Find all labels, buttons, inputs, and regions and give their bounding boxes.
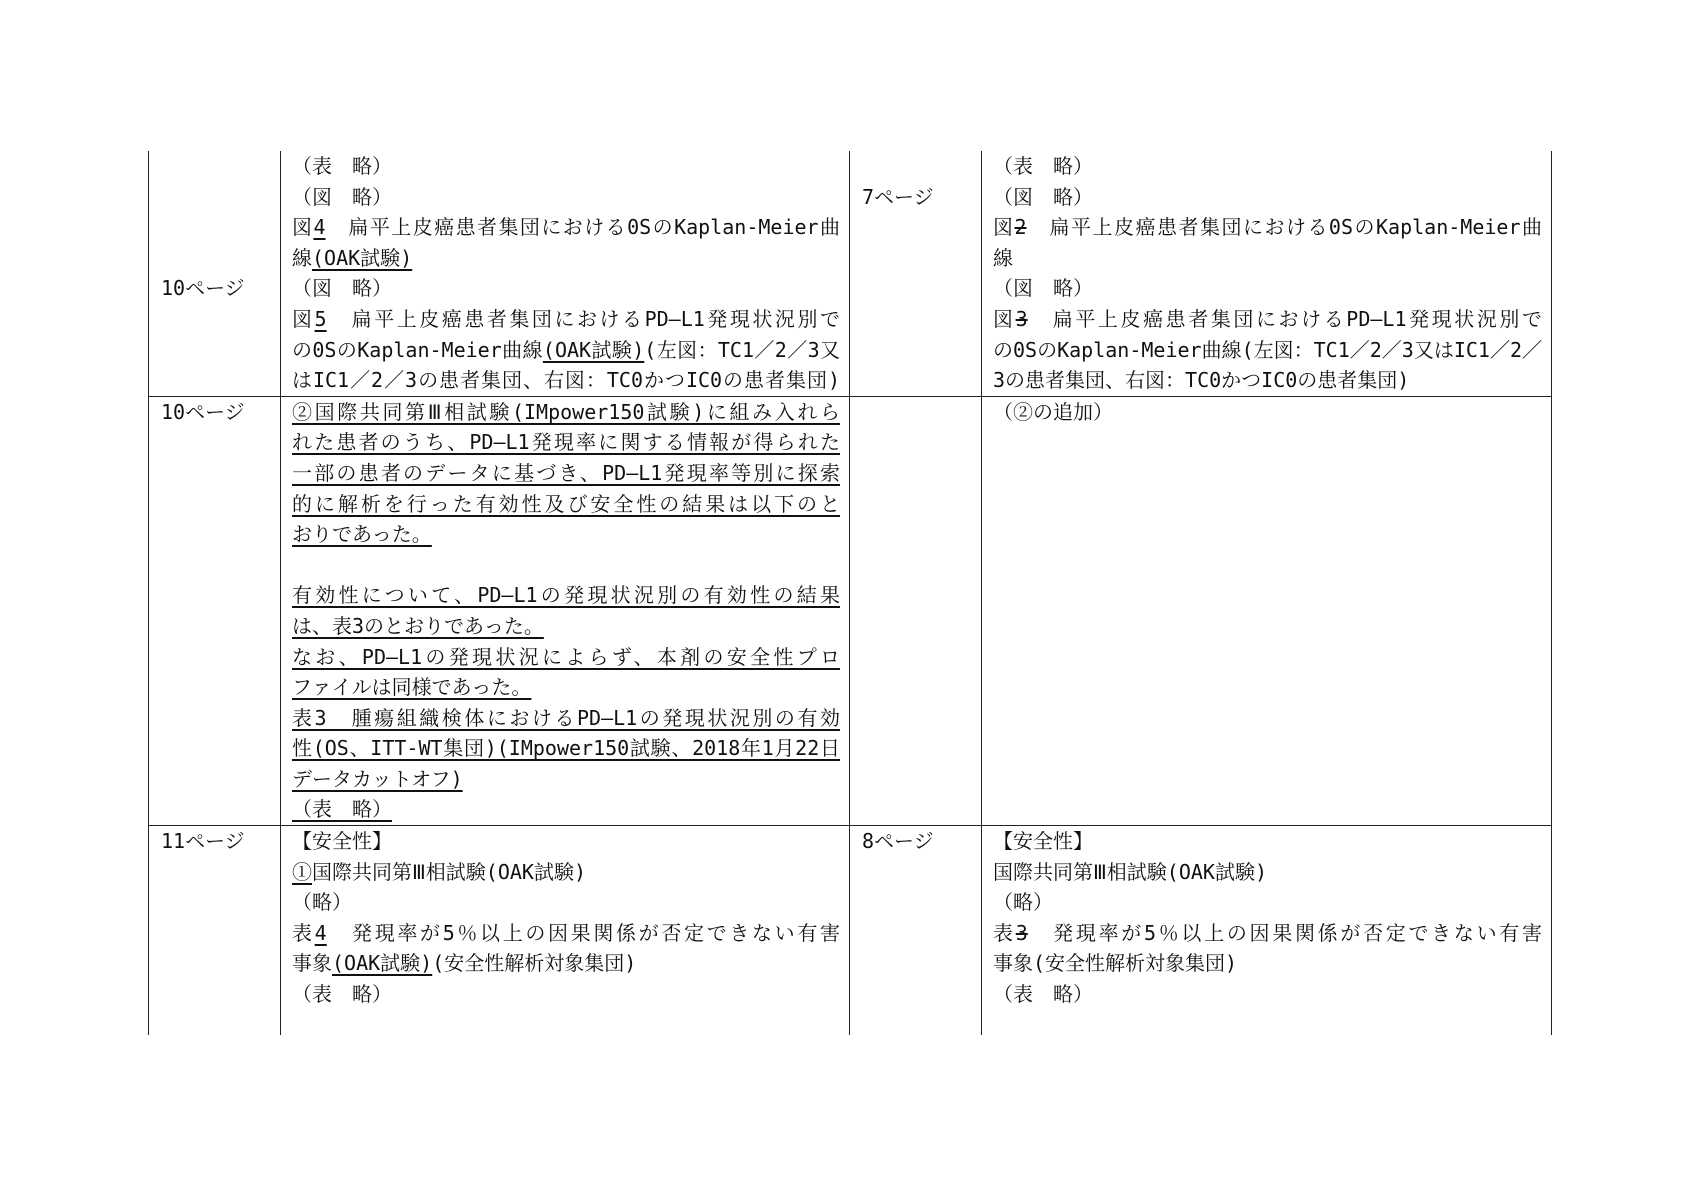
revised-text-cell (281, 826, 850, 1035)
text-line (292, 948, 840, 979)
text-segment: 国際共同第Ⅲ相試験(OAK試験) (993, 859, 1267, 884)
text-segment: （図 略） (292, 276, 392, 301)
text-line (292, 489, 840, 520)
text-segment: ファイルは同様であった。 (292, 675, 532, 700)
text-segment: (OAK試験) (332, 951, 433, 976)
text-line (993, 857, 1542, 888)
text-line (292, 182, 840, 213)
text-line (993, 365, 1542, 396)
text-segment: 4 (314, 920, 327, 945)
text-line (993, 948, 1542, 979)
text-line (292, 304, 840, 335)
spacer (161, 182, 280, 213)
text-segment: 図 (292, 215, 314, 240)
text-line (292, 918, 840, 949)
text-line (292, 672, 840, 703)
text-segment: 扁平上皮癌患者集団における0SのKaplan-Meier曲 (325, 215, 840, 240)
text-segment: 表 (292, 920, 315, 945)
table-row (149, 826, 1552, 1035)
text-segment: （図 略） (993, 184, 1093, 209)
text-segment: 事象(安全性解析対象集団) (993, 951, 1238, 976)
old-page-ref (850, 151, 982, 396)
new-page-ref (149, 826, 281, 1035)
page-number (862, 397, 981, 428)
text-segment: は、表3のとおりであった。 (292, 613, 544, 638)
text-segment: 図 (292, 306, 315, 331)
text-line (292, 703, 840, 734)
text-segment: 線 (993, 245, 1013, 270)
text-line (993, 273, 1542, 304)
text-segment: ① (292, 859, 312, 884)
text-segment: (左図：TC1／2／3又 (644, 337, 840, 362)
old-page-ref (850, 396, 982, 825)
text-line (292, 826, 840, 857)
text-segment: （②の追加） (993, 399, 1113, 424)
text-line (292, 611, 840, 642)
text-line (292, 365, 840, 396)
original-text-cell (982, 826, 1552, 1035)
text-segment: （略） (993, 890, 1053, 915)
text-segment: 3 (1015, 920, 1028, 945)
text-line (292, 580, 840, 611)
text-line (292, 335, 840, 366)
text-segment: 図 (993, 306, 1016, 331)
text-segment: 事象 (292, 951, 332, 976)
text-segment: (OAK試験) (312, 245, 413, 270)
text-segment: ②国際共同第Ⅲ相試験(IMpower150試験)に組み入れら (292, 399, 840, 424)
text-segment: 2 (1014, 215, 1027, 240)
spacer (161, 212, 280, 243)
text-line (292, 427, 840, 458)
text-segment: 扁平上皮癌患者集団における0SのKaplan-Meier曲 (1026, 215, 1542, 240)
table-body (149, 151, 1552, 1035)
text-line (993, 918, 1542, 949)
page-number: 10ページ (161, 276, 245, 301)
text-segment: 発現率が5％以上の因果関係が否定できない有害 (326, 920, 840, 945)
text-segment: 有効性について、PD—L1の発現状況別の有効性の結果 (292, 583, 840, 608)
text-segment: 扁平上皮癌患者集団におけるPD—L1発現状況別で (1027, 306, 1542, 331)
new-page-ref (149, 396, 281, 825)
text-segment: 【安全性】 (993, 829, 1093, 854)
text-segment: 3 (1015, 306, 1028, 331)
old-page-ref (850, 826, 982, 1035)
text-segment: （表 略） (993, 982, 1093, 1007)
text-segment: 的に解析を行った有効性及び安全性の結果は以下のと (292, 491, 840, 516)
spacer (862, 151, 981, 182)
text-line (292, 857, 840, 888)
text-line (993, 212, 1542, 243)
table-row (149, 396, 1552, 825)
text-segment: 国際共同第Ⅲ相試験(OAK試験) (312, 859, 586, 884)
text-segment: 線 (292, 245, 312, 270)
text-line (993, 335, 1542, 366)
original-text-cell (982, 396, 1552, 825)
text-segment: 一部の患者のデータに基づき、PD—L1発現率等別に探索 (292, 460, 840, 485)
text-line (993, 887, 1542, 918)
text-line (292, 273, 840, 304)
text-segment: (OAK試験) (542, 337, 645, 362)
text-segment: （表 略） (292, 797, 392, 822)
new-page-ref (149, 151, 281, 396)
comparison-table (148, 151, 1552, 1035)
text-line (292, 887, 840, 918)
text-line (292, 979, 840, 1010)
text-segment: （表 略） (292, 154, 392, 178)
page-number: 8ページ (862, 829, 934, 854)
text-line (292, 519, 840, 550)
revised-text-cell (281, 396, 850, 825)
text-segment: おりであった。 (292, 522, 432, 547)
text-line (993, 826, 1542, 857)
text-segment: 5 (314, 306, 327, 331)
text-line (993, 243, 1542, 274)
text-segment: データカットオフ) (292, 766, 463, 791)
spacer (161, 151, 280, 182)
text-line (292, 764, 840, 795)
spacer (161, 243, 280, 274)
text-segment: はIC1／2／3の患者集団、右図：TC0かつIC0の患者集団) (292, 368, 840, 393)
text-segment: 3の患者集団、右図：TC0かつIC0の患者集団) (993, 368, 1410, 393)
text-segment: 性(OS、ITT-WT集団)(IMpower150試験、2018年1月22日 (292, 736, 840, 761)
text-line (292, 243, 840, 274)
text-line (292, 458, 840, 489)
text-line (993, 979, 1542, 1010)
text-segment: れた患者のうち、PD—L1発現率に関する情報が得られた (292, 430, 840, 455)
text-segment: （略） (292, 890, 352, 915)
text-line (993, 182, 1542, 213)
text-segment: 発現率が5％以上の因果関係が否定できない有害 (1027, 920, 1542, 945)
page-number: 11ページ (161, 829, 245, 854)
original-text-cell (982, 151, 1552, 396)
text-segment: なお、PD—L1の発現状況によらず、本剤の安全性プロ (292, 644, 840, 669)
text-segment: (安全性解析対象集団) (432, 951, 637, 976)
page-number: 10ページ (161, 399, 245, 424)
text-line (292, 151, 840, 182)
text-line (292, 642, 840, 673)
text-line (993, 397, 1542, 428)
text-line (993, 304, 1542, 335)
text-segment: 表3 腫瘍組織検体におけるPD—L1の発現状況別の有効 (292, 705, 840, 730)
text-line (292, 550, 840, 581)
text-line (993, 151, 1542, 182)
text-segment: （図 略） (292, 184, 392, 209)
text-segment: 表 (993, 920, 1016, 945)
text-segment: 4 (313, 215, 326, 240)
table-row (149, 151, 1552, 396)
text-segment: （表 略） (292, 982, 392, 1007)
text-segment: 【安全性】 (292, 829, 392, 854)
text-segment: （表 略） (993, 154, 1093, 178)
text-line (292, 733, 840, 764)
text-segment: 扁平上皮癌患者集団におけるPD—L1発現状況別で (326, 306, 840, 331)
text-segment: （図 略） (993, 276, 1093, 301)
text-line (292, 212, 840, 243)
page-number: 7ページ (862, 184, 934, 209)
text-segment: の0SのKaplan-Meier曲線(左図：TC1／2／3又はIC1／2／ (993, 337, 1542, 362)
text-segment: 図 (993, 215, 1015, 240)
text-line (292, 397, 840, 428)
text-line (292, 794, 840, 825)
text-segment: の0SのKaplan-Meier曲線 (292, 337, 543, 362)
revised-text-cell (281, 151, 850, 396)
